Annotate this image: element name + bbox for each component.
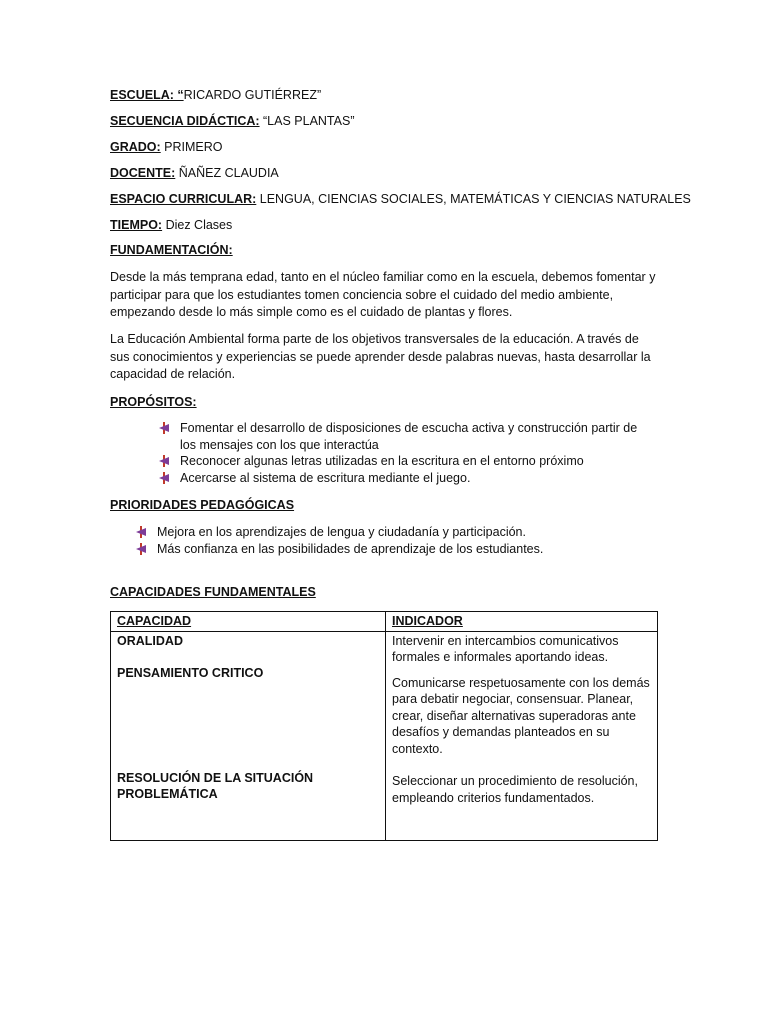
capacidades-table bbox=[110, 611, 658, 841]
espacio-line bbox=[110, 191, 691, 207]
fundamentacion-paragraph-1: Desde la más temprana edad, tanto en el núcleo familiar como en la escuela, debemos fomentar y participar para que los estudiantes tomen conciencia sobre el cuidado del medio ambiente, empezando desde lo más simple como es el cuidado de plantas y flores. bbox=[110, 270, 656, 319]
resolucion-label: RESOLUCIÓN DE LA SITUACIÓN PROBLEMÁTICA bbox=[117, 770, 314, 801]
capacidades-heading: CAPACIDADES FUNDAMENTALES bbox=[110, 585, 316, 599]
indicador-oralidad: Intervenir en intercambios comunicativos formales e informales aportando ideas. bbox=[392, 633, 619, 664]
list-item bbox=[156, 453, 646, 470]
secuencia-label: SECUENCIA DIDÁCTICA: bbox=[110, 114, 260, 128]
escuela-line bbox=[110, 87, 321, 103]
list-item bbox=[133, 541, 653, 558]
arrow-bullet-icon bbox=[158, 472, 170, 484]
prioridades-list bbox=[133, 524, 653, 557]
espacio-value: LENGUA, CIENCIAS SOCIALES, MATEMÁTICAS Y CIENCIAS NATURALES bbox=[256, 192, 691, 206]
grado-value: PRIMERO bbox=[160, 140, 223, 154]
fundamentacion-paragraph-2: La Educación Ambiental forma parte de los objetivos transversales de la educación. A través de sus conocimientos y experiencias se puede aprender desde palabras nuevas, hasta desarrollar la capacidad de relación. bbox=[110, 332, 651, 381]
table-header-row bbox=[111, 612, 658, 632]
secuencia-line bbox=[110, 113, 354, 129]
indicador-cell bbox=[386, 631, 658, 841]
tiempo-value: Diez Clases bbox=[162, 218, 233, 232]
tiempo-line bbox=[110, 217, 232, 233]
arrow-bullet-icon bbox=[158, 455, 170, 467]
propositos-list bbox=[156, 420, 646, 486]
fundamentacion-heading: FUNDAMENTACIÓN: bbox=[110, 243, 233, 257]
tiempo-label: TIEMPO: bbox=[110, 218, 163, 232]
prioridad-text: Más confianza en las posibilidades de aprendizaje de los estudiantes. bbox=[157, 541, 544, 556]
arrow-bullet-icon bbox=[135, 526, 147, 538]
proposito-text: Acercarse al sistema de escritura mediante el juego. bbox=[180, 470, 471, 485]
list-item bbox=[156, 470, 646, 487]
indicador-pensamiento: Comunicarse respetuosamente con los demás para debatir negociar, consensuar. Planear, crear, diseñar alternativas superadoras ante desafíos y demandas planteados en su contexto. bbox=[392, 675, 650, 756]
capacidad-cell bbox=[111, 631, 386, 841]
capacidad-column-header: CAPACIDAD bbox=[111, 612, 386, 632]
indicador-column-header: INDICADOR bbox=[386, 612, 658, 632]
table-row bbox=[111, 631, 658, 841]
docente-line bbox=[110, 165, 279, 181]
list-item bbox=[133, 524, 653, 541]
prioridades-heading: PRIORIDADES PEDAGÓGICAS bbox=[110, 498, 295, 512]
list-item bbox=[156, 420, 646, 453]
oralidad-label: ORALIDAD bbox=[117, 633, 183, 648]
propositos-heading: PROPÓSITOS: bbox=[110, 395, 197, 409]
grado-line bbox=[110, 139, 223, 155]
grado-label: GRADO: bbox=[110, 140, 161, 154]
escuela-label: ESCUELA: “ bbox=[110, 88, 184, 102]
prioridad-text: Mejora en los aprendizajes de lengua y ciudadanía y participación. bbox=[157, 525, 526, 539]
proposito-text: Fomentar el desarrollo de disposiciones de escucha activa y construcción partir de los mensajes con los que interactúa bbox=[180, 421, 638, 452]
escuela-value: RICARDO GUTIÉRREZ” bbox=[183, 88, 322, 102]
docente-label: DOCENTE: bbox=[110, 166, 176, 180]
secuencia-value: “LAS PLANTAS” bbox=[259, 114, 355, 128]
espacio-label: ESPACIO CURRICULAR: bbox=[110, 192, 257, 206]
docente-value: ÑAÑEZ CLAUDIA bbox=[175, 166, 279, 180]
indicador-resolucion: Seleccionar un procedimiento de resolución, empleando criterios fundamentados. bbox=[392, 774, 638, 805]
pensamiento-critico-label: PENSAMIENTO CRITICO bbox=[117, 666, 264, 680]
arrow-bullet-icon bbox=[158, 422, 170, 434]
proposito-text: Reconocer algunas letras utilizadas en la escritura en el entorno próximo bbox=[180, 454, 584, 468]
arrow-bullet-icon bbox=[135, 543, 147, 555]
